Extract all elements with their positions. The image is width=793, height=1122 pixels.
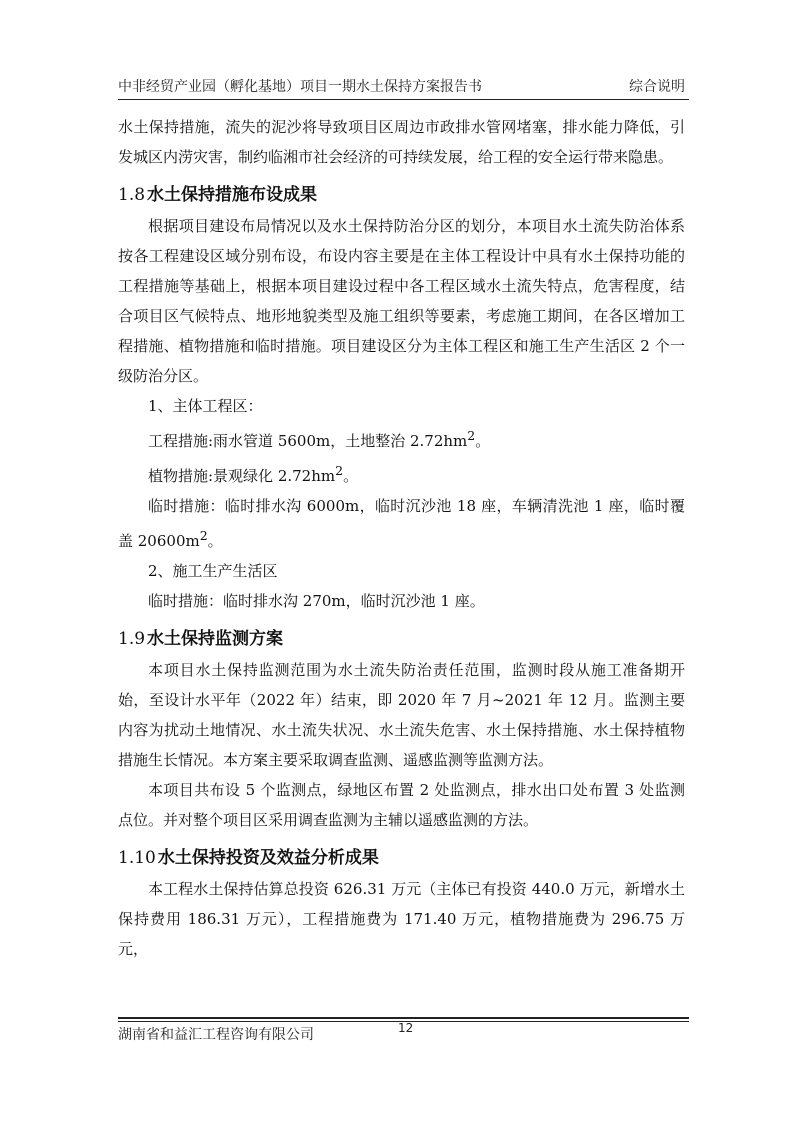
header-rule xyxy=(118,99,689,100)
section-title: 水土保持措施布设成果 xyxy=(147,185,318,205)
paragraph: 本项目水土保持监测范围为水土流失防治责任范围，监测时段从施工准备期开始，至设计水平年（2022 年）结束，即 2020 年 7 月~2021 年 12 月。监测主要内容为扰动土地情况、水土流失状况、水土流失危害、水土保持措施、水土保持植物措施生长情况。本方案主要采取调查监测、遥感监测等监测方法。 xyxy=(118,661,685,769)
section-title: 水土保持监测方案 xyxy=(147,629,284,649)
section-number: 1.10 xyxy=(118,848,156,868)
page-header xyxy=(118,72,689,98)
section-label: 综合说明 xyxy=(629,79,685,95)
section-heading-1-10 xyxy=(118,842,685,874)
measure-line xyxy=(118,491,685,556)
measure-line xyxy=(118,421,685,456)
section-title: 水土保持投资及效益分析成果 xyxy=(157,848,379,868)
superscript: 2 xyxy=(199,528,208,543)
intro-paragraph: 水土保持措施，流失的泥沙将导致项目区周边市政排水管网堵塞，排水能力降低，引发城区内涝灾害，制约临湘市社会经济的可持续发展，给工程的安全运行带来隐患。 xyxy=(118,118,685,166)
measure-text: 植物措施:景观绿化 2.72hm xyxy=(148,467,336,485)
superscript: 2 xyxy=(335,463,344,478)
section-heading-1-8 xyxy=(118,179,685,211)
measure-end: 。 xyxy=(475,432,491,450)
paragraph: 本工程水土保持估算总投资 626.31 万元（主体已有投资 440.0 万元，新增水土保持费用 186.31 万元），工程措施费为 171.40 万元，植物措施费为 296.75 万元， xyxy=(118,880,685,958)
section-heading-1-9 xyxy=(118,623,685,655)
page-content xyxy=(118,112,685,964)
measure-end: 。 xyxy=(343,467,359,485)
measure-line xyxy=(118,456,685,491)
paragraph: 根据项目建设布局情况以及水土保持防治分区的划分，本项目水土流失防治体系按各工程建设区域分别布设，布设内容主要是在主体工程设计中具有水土保持功能的工程措施等基础上，根据本项目建设过程中各工程区域水土流失特点，危害程度，结合项目区气候特点、地形地貌类型及施工组织等要素，考虑施工期间，在各区增加工程措施、植物措施和临时措施。项目建设区分为主体工程区和施工生产生活区 2 个一级防治分区。 xyxy=(118,217,685,385)
measure-text: 临时措施：临时排水沟 6000m，临时沉沙池 18 座，车辆清洗池 1 座，临时覆盖 20600m xyxy=(118,497,685,550)
measure-end: 。 xyxy=(207,532,223,550)
zone-heading: 2、施工生产生活区 xyxy=(148,562,278,580)
footer-company: 湖南省和益汇工程咨询有限公司 xyxy=(118,1027,314,1043)
section-number: 1.8 xyxy=(118,185,146,205)
page-number: 12 xyxy=(398,1021,414,1035)
section-number: 1.9 xyxy=(118,629,146,649)
paragraph: 本项目共布设 5 个监测点，绿地区布置 2 处监测点，排水出口处布置 3 处监测点位。并对整个项目区采用调查监测为主辅以遥感监测的方法。 xyxy=(118,781,685,829)
superscript: 2 xyxy=(467,428,476,443)
measure-text: 工程措施:雨水管道 5600m，土地整治 2.72hm xyxy=(148,432,468,450)
footer-rule-thick xyxy=(118,1017,689,1019)
document-title: 中非经贸产业园（孵化基地）项目一期水土保持方案报告书 xyxy=(118,79,482,95)
measure-line: 临时措施：临时排水沟 270m，临时沉沙池 1 座。 xyxy=(148,592,485,610)
zone-heading: 1、主体工程区： xyxy=(148,397,263,415)
